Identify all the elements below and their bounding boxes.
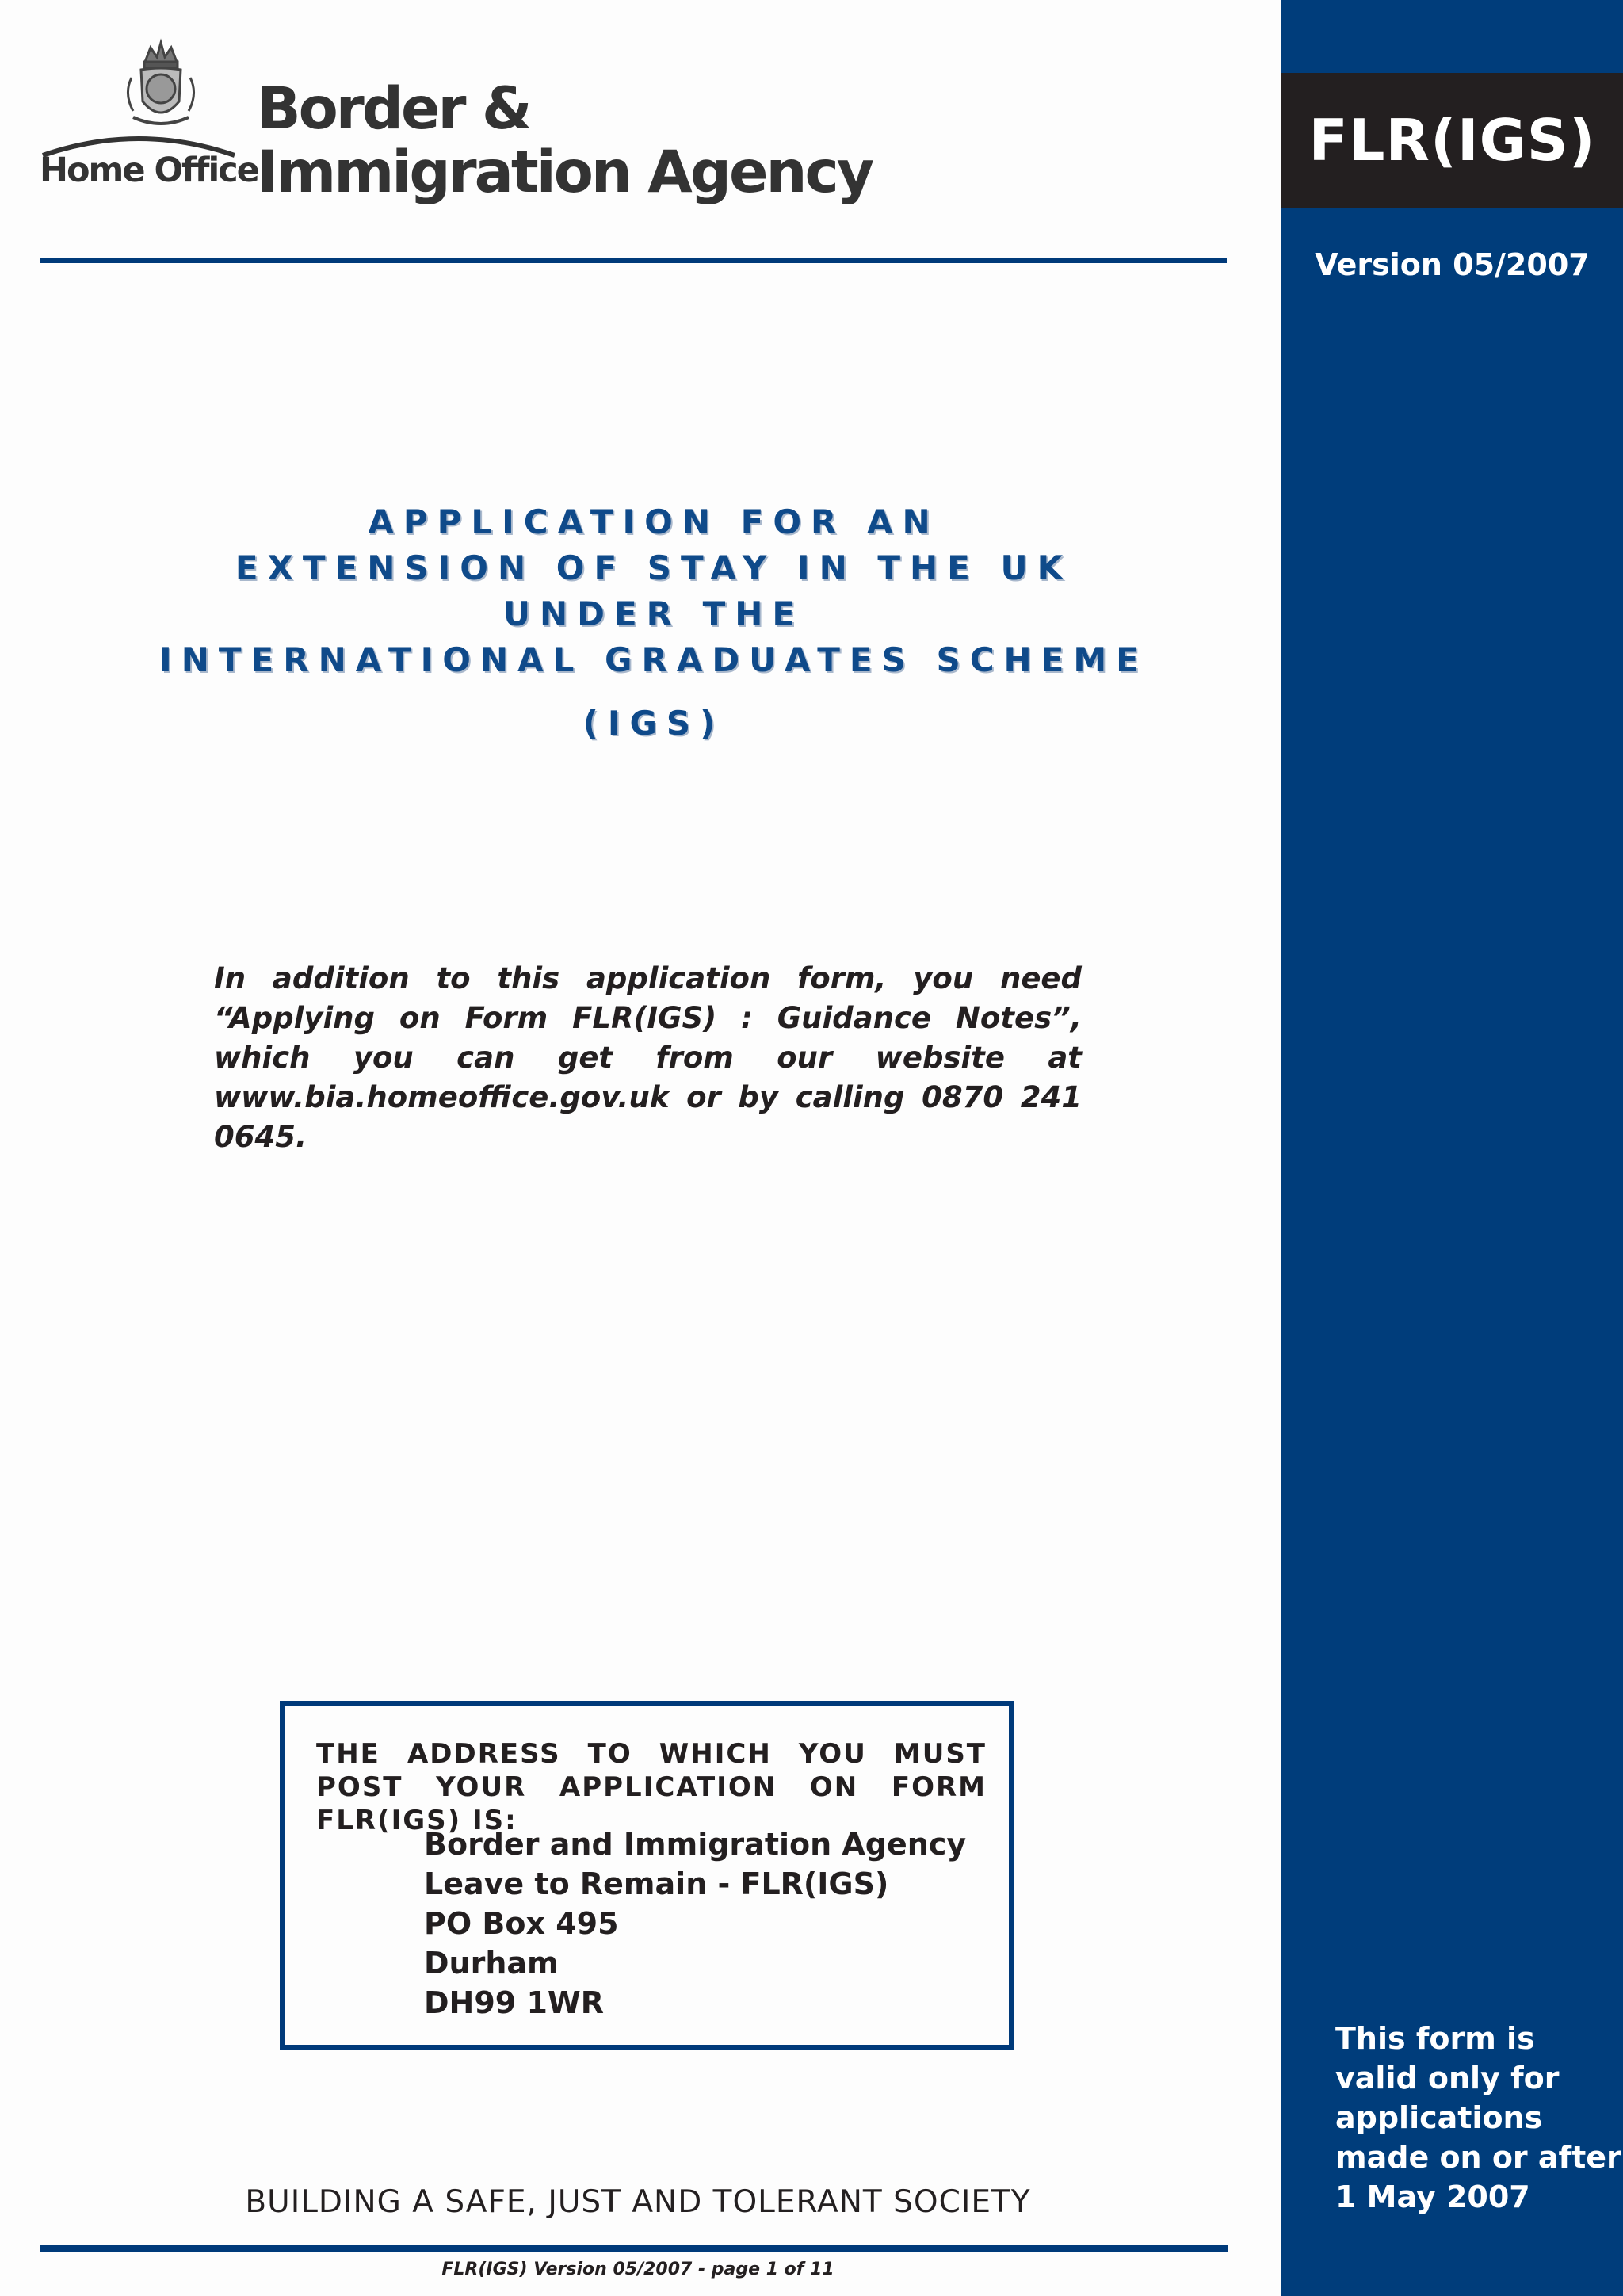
postal-address-box: [280, 1701, 1014, 2050]
royal-crest-icon: [109, 38, 212, 132]
address-line: Leave to Remain - FLR(IGS): [424, 1866, 889, 1901]
sidebar: [1281, 0, 1623, 2296]
agency-name-line1: Border &: [257, 75, 530, 143]
agency-name: [257, 75, 873, 206]
validity-note-line: 1 May 2007: [1335, 2179, 1530, 2214]
address-line: Border and Immigration Agency: [424, 1827, 967, 1862]
validity-note-line: applications: [1335, 2100, 1543, 2135]
title-abbreviation: (IGS): [582, 704, 725, 743]
version-label: Version 05/2007: [1315, 247, 1590, 282]
validity-note-line: made on or after: [1335, 2140, 1621, 2175]
validity-note: [1335, 2019, 1621, 2217]
title-line: APPLICATION FOR AN: [368, 502, 940, 541]
page-footer: FLR(IGS) Version 05/2007 - page 1 of 11: [441, 2260, 834, 2279]
bottom-divider: [40, 2245, 1228, 2252]
intro-paragraph: In addition to this application form, you need “Applying on Form FLR(IGS) : Guidance Notes”, which you can get from our website at www.bia.homeoffice.gov.uk or by calling 0870 241 0645.: [214, 961, 1082, 1154]
validity-note-line: valid only for: [1335, 2061, 1560, 2095]
validity-note-line: This form is: [1335, 2021, 1535, 2056]
address-line: DH99 1WR: [424, 1985, 605, 2020]
home-office-logo: [40, 38, 873, 212]
address-line: PO Box 495: [424, 1906, 619, 1941]
slogan: BUILDING A SAFE, JUST AND TOLERANT SOCIETY: [245, 2184, 1031, 2220]
top-divider: [40, 258, 1227, 263]
address-line: Durham: [424, 1946, 559, 1981]
title-line: EXTENSION OF STAY IN THE UK: [235, 548, 1073, 587]
address-lines: [424, 1824, 966, 2023]
address-heading: THE ADDRESS TO WHICH YOU MUST POST YOUR APPLICATION ON FORM FLR(IGS) IS:: [316, 1738, 987, 1836]
title-line: INTERNATIONAL GRADUATES SCHEME: [159, 640, 1148, 679]
page-title: [79, 499, 1228, 747]
home-office-text: Home Office: [40, 151, 258, 190]
form-code: FLR(IGS): [1281, 73, 1623, 208]
agency-name-line2: Immigration Agency: [257, 139, 873, 206]
title-line: UNDER THE: [502, 594, 805, 633]
